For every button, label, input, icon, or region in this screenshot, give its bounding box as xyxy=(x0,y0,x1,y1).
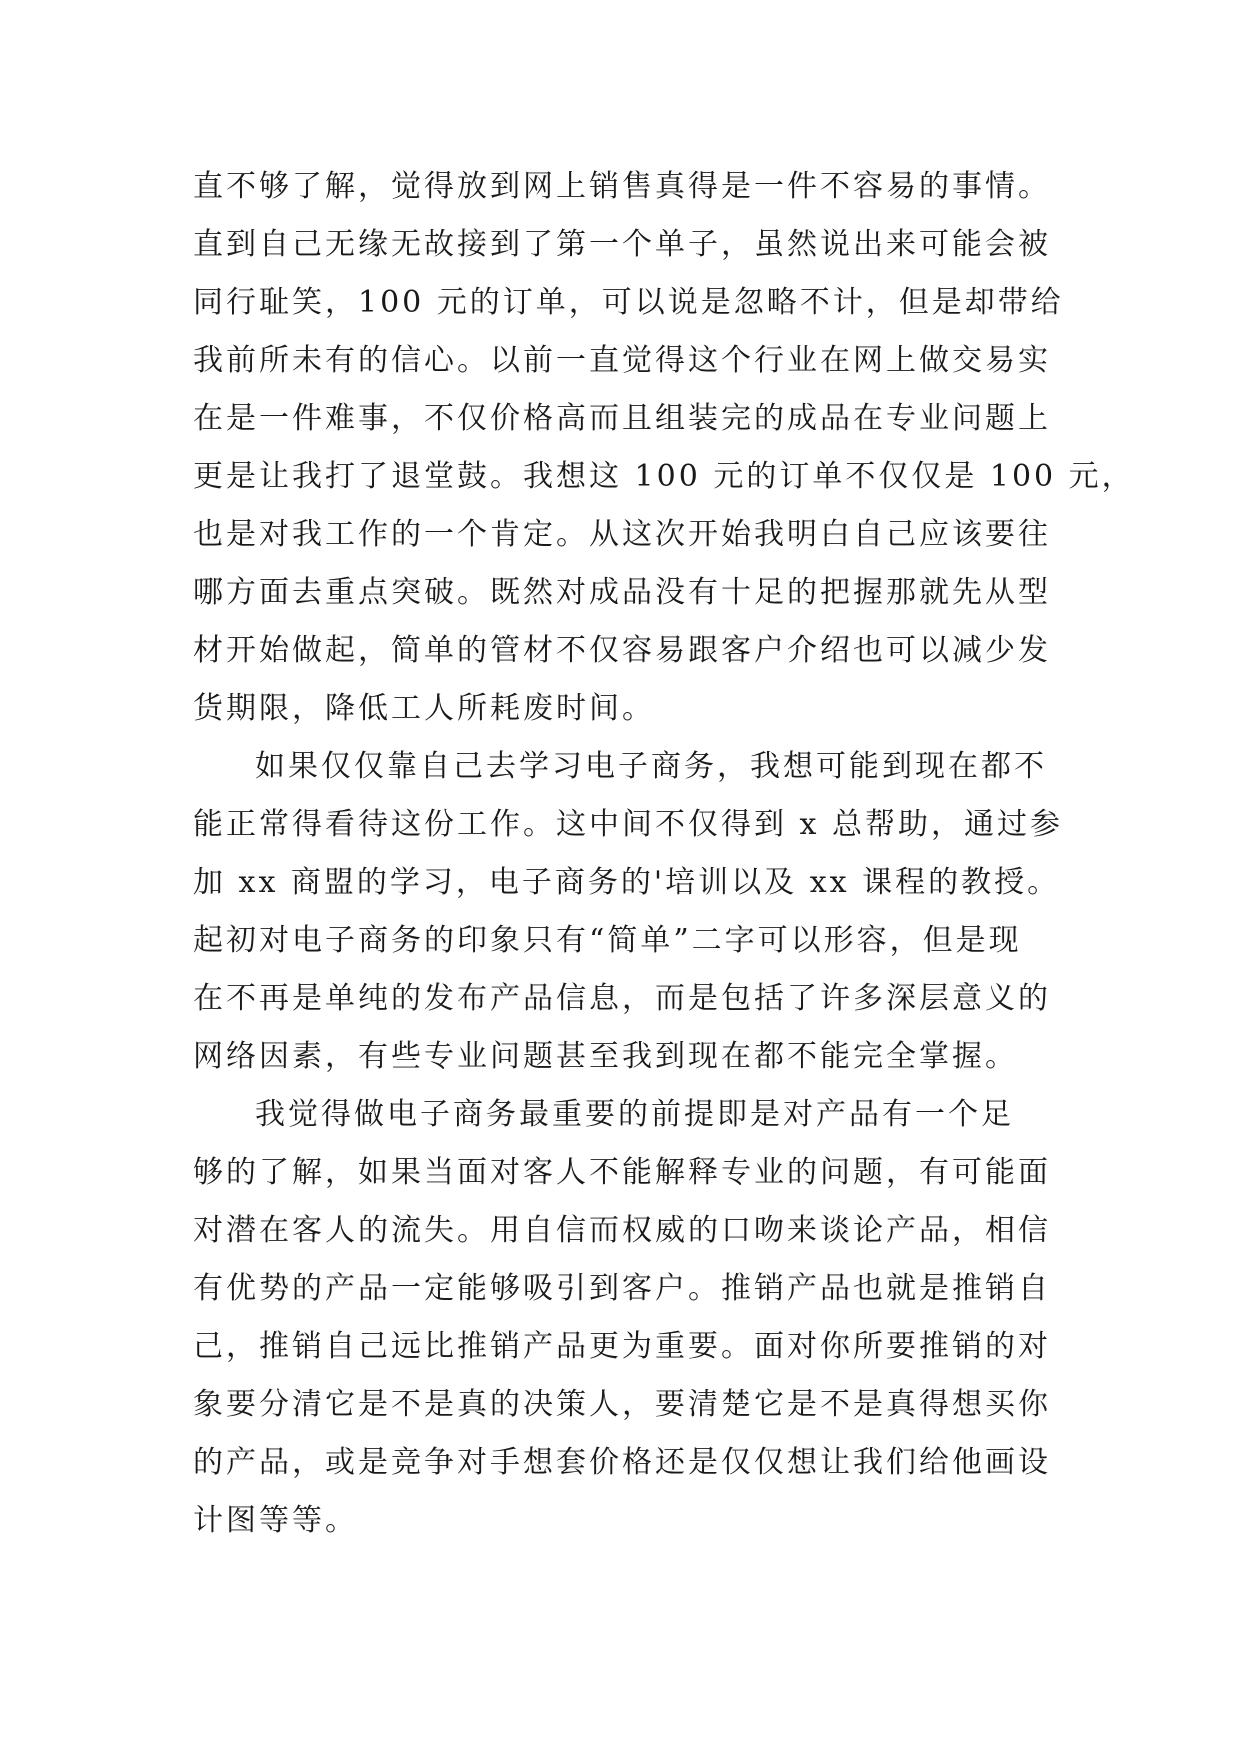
text-line: 网络因素，有些专业问题甚至我到现在都不能完全掌握。 xyxy=(193,1039,1018,1074)
text-line: 加 xx 商盟的学习，电子商务的'培训以及 xx 课程的教授。 xyxy=(193,865,1061,900)
text-line: 直不够了解，觉得放到网上销售真得是一件不容易的事情。 xyxy=(193,169,1051,204)
text-line: 计图等等。 xyxy=(193,1503,358,1538)
text-line: 有优势的产品一定能够吸引到客户。推销产品也就是推销自 xyxy=(193,1271,1051,1306)
paragraph-3 xyxy=(193,1086,1073,1550)
text-line: 在是一件难事，不仅价格高而且组装完的成品在专业问题上 xyxy=(193,401,1051,436)
text-line: 同行耻笑，100 元的订单，可以说是忽略不计，但是却带给 xyxy=(193,285,1064,320)
text-line: 的产品，或是竞争对手想套价格还是仅仅想让我们给他画设 xyxy=(193,1445,1051,1480)
text-line: 货期限，降低工人所耗废时间。 xyxy=(193,691,655,726)
text-line: 象要分清它是不是真的决策人，要清楚它是不是真得想买你 xyxy=(193,1387,1051,1422)
text-line: 起初对电子商务的印象只有“简单”二字可以形容，但是现 xyxy=(193,923,1022,958)
text-line: 直到自己无缘无故接到了第一个单子，虽然说出来可能会被 xyxy=(193,227,1051,262)
text-line: 够的了解，如果当面对客人不能解释专业的问题，有可能面 xyxy=(193,1155,1051,1190)
text-line: 更是让我打了退堂鼓。我想这 100 元的订单不仅仅是 100 元， xyxy=(193,459,1135,494)
text-line: 在不再是单纯的发布产品信息，而是包括了许多深层意义的 xyxy=(193,981,1051,1016)
text-line: 我前所未有的信心。以前一直觉得这个行业在网上做交易实 xyxy=(193,343,1051,378)
text-line: 哪方面去重点突破。既然对成品没有十足的把握那就先从型 xyxy=(193,575,1051,610)
text-line: 也是对我工作的一个肯定。从这次开始我明白自己应该要往 xyxy=(193,517,1051,552)
text-line: 材开始做起，简单的管材不仅容易跟客户介绍也可以减少发 xyxy=(193,633,1051,668)
text-line: 能正常得看待这份工作。这中间不仅得到 x 总帮助，通过参 xyxy=(193,807,1063,842)
text-line: 对潜在客人的流失。用自信而权威的口吻来谈论产品，相信 xyxy=(193,1213,1051,1248)
text-line: 己，推销自己远比推销产品更为重要。面对你所要推销的对 xyxy=(193,1329,1051,1364)
text-line: 我觉得做电子商务最重要的前提即是对产品有一个足 xyxy=(255,1097,1014,1132)
paragraph-1 xyxy=(193,158,1135,738)
body-text xyxy=(193,158,1135,1550)
paragraph-2 xyxy=(193,738,1073,1086)
text-line: 如果仅仅靠自己去学习电子商务，我想可能到现在都不 xyxy=(255,749,1047,784)
